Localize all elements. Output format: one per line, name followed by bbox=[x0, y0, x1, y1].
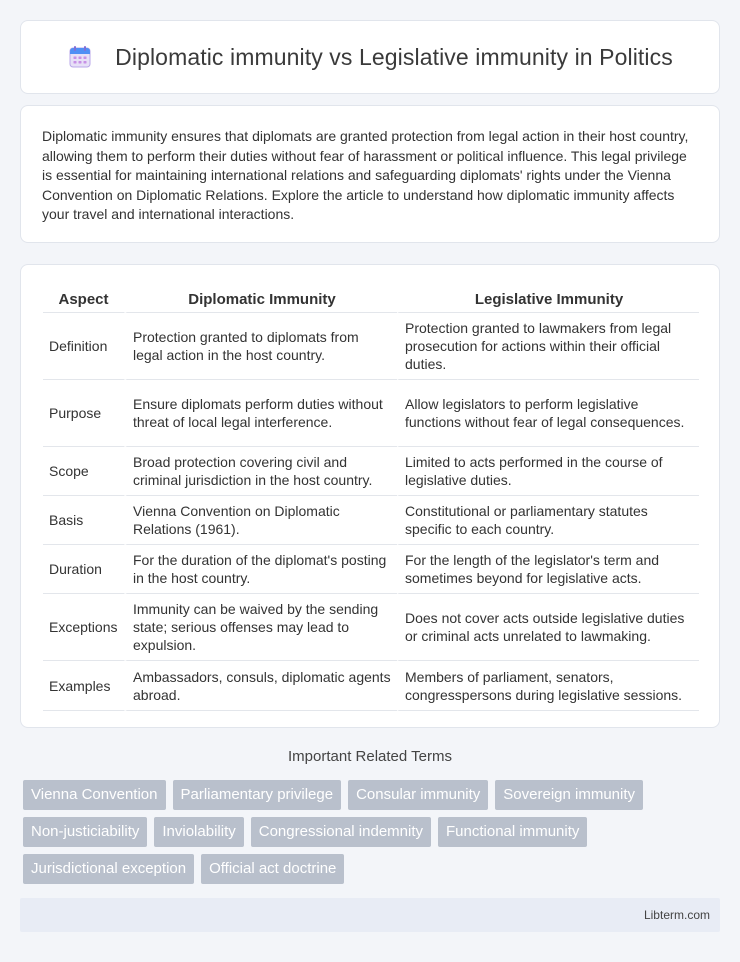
cell-legislative: Allow legislators to perform legislative functions without fear of legal consequences. bbox=[397, 380, 699, 447]
table-row bbox=[43, 313, 699, 380]
header-aspect: Aspect bbox=[43, 285, 125, 313]
related-term-tag[interactable]: Jurisdictional exception bbox=[23, 854, 194, 884]
related-term-tag[interactable]: Official act doctrine bbox=[201, 854, 344, 884]
related-term-tag[interactable]: Functional immunity bbox=[438, 817, 587, 847]
title-card bbox=[20, 20, 720, 94]
comparison-table bbox=[43, 285, 699, 711]
table-row bbox=[43, 545, 699, 594]
cell-aspect: Basis bbox=[43, 496, 125, 545]
cell-legislative: Protection granted to lawmakers from legal prosecution for actions within their official duties. bbox=[397, 313, 699, 380]
cell-aspect: Scope bbox=[43, 447, 125, 496]
cell-legislative: For the length of the legislator's term and sometimes beyond for legislative acts. bbox=[397, 545, 699, 594]
table-row bbox=[43, 380, 699, 447]
cell-diplomatic: Immunity can be waived by the sending state; serious offenses may lead to expulsion. bbox=[125, 594, 397, 661]
calendar-icon bbox=[67, 44, 93, 70]
table-row bbox=[43, 447, 699, 496]
header-legislative: Legislative Immunity bbox=[397, 285, 699, 313]
cell-aspect: Purpose bbox=[43, 380, 125, 447]
cell-aspect: Duration bbox=[43, 545, 125, 594]
cell-legislative: Does not cover acts outside legislative duties or criminal acts unrelated to lawmaking. bbox=[397, 594, 699, 661]
cell-aspect: Examples bbox=[43, 661, 125, 711]
cell-diplomatic: Ensure diplomats perform duties without threat of local legal interference. bbox=[125, 380, 397, 447]
table-row bbox=[43, 496, 699, 545]
cell-legislative: Constitutional or parliamentary statutes specific to each country. bbox=[397, 496, 699, 545]
related-term-tag[interactable]: Vienna Convention bbox=[23, 780, 166, 810]
cell-diplomatic: Protection granted to diplomats from legal action in the host country. bbox=[125, 313, 397, 380]
related-term-tag[interactable]: Sovereign immunity bbox=[495, 780, 643, 810]
footer bbox=[20, 898, 720, 932]
table-header-row bbox=[43, 285, 699, 313]
related-term-tag[interactable]: Inviolability bbox=[154, 817, 243, 847]
related-term-tag[interactable]: Consular immunity bbox=[348, 780, 488, 810]
related-terms-title: Important Related Terms bbox=[288, 748, 452, 765]
cell-diplomatic: Broad protection covering civil and criminal jurisdiction in the host country. bbox=[125, 447, 397, 496]
footer-brand-link[interactable]: Libterm.com bbox=[643, 908, 710, 922]
related-terms-list bbox=[23, 780, 723, 884]
cell-diplomatic: For the duration of the diplomat's posting in the host country. bbox=[125, 545, 397, 594]
cell-aspect: Definition bbox=[43, 313, 125, 380]
table-row bbox=[43, 594, 699, 661]
page-title: Diplomatic immunity vs Legislative immunity in Politics bbox=[115, 43, 673, 70]
cell-aspect: Exceptions bbox=[43, 594, 125, 661]
cell-diplomatic: Vienna Convention on Diplomatic Relations (1961). bbox=[125, 496, 397, 545]
intro-paragraph: Diplomatic immunity ensures that diplomats are granted protection from legal action in their host country, allowing them to perform their duties without fear of harassment or political influence. This legal privilege is essential for maintaining international relations and safeguarding diplomats' rights under the Vienna Convention on Diplomatic Relations. Explore the article to understand how diplomatic immunity affects your travel and international interactions. bbox=[42, 128, 689, 223]
intro-card bbox=[20, 105, 720, 243]
table-row bbox=[43, 661, 699, 711]
cell-legislative: Limited to acts performed in the course of legislative duties. bbox=[397, 447, 699, 496]
header-diplomatic: Diplomatic Immunity bbox=[125, 285, 397, 313]
cell-legislative: Members of parliament, senators, congresspersons during legislative sessions. bbox=[397, 661, 699, 711]
cell-diplomatic: Ambassadors, consuls, diplomatic agents abroad. bbox=[125, 661, 397, 711]
related-term-tag[interactable]: Parliamentary privilege bbox=[173, 780, 342, 810]
related-term-tag[interactable]: Non-justiciability bbox=[23, 817, 147, 847]
related-term-tag[interactable]: Congressional indemnity bbox=[251, 817, 431, 847]
comparison-card bbox=[20, 264, 720, 728]
